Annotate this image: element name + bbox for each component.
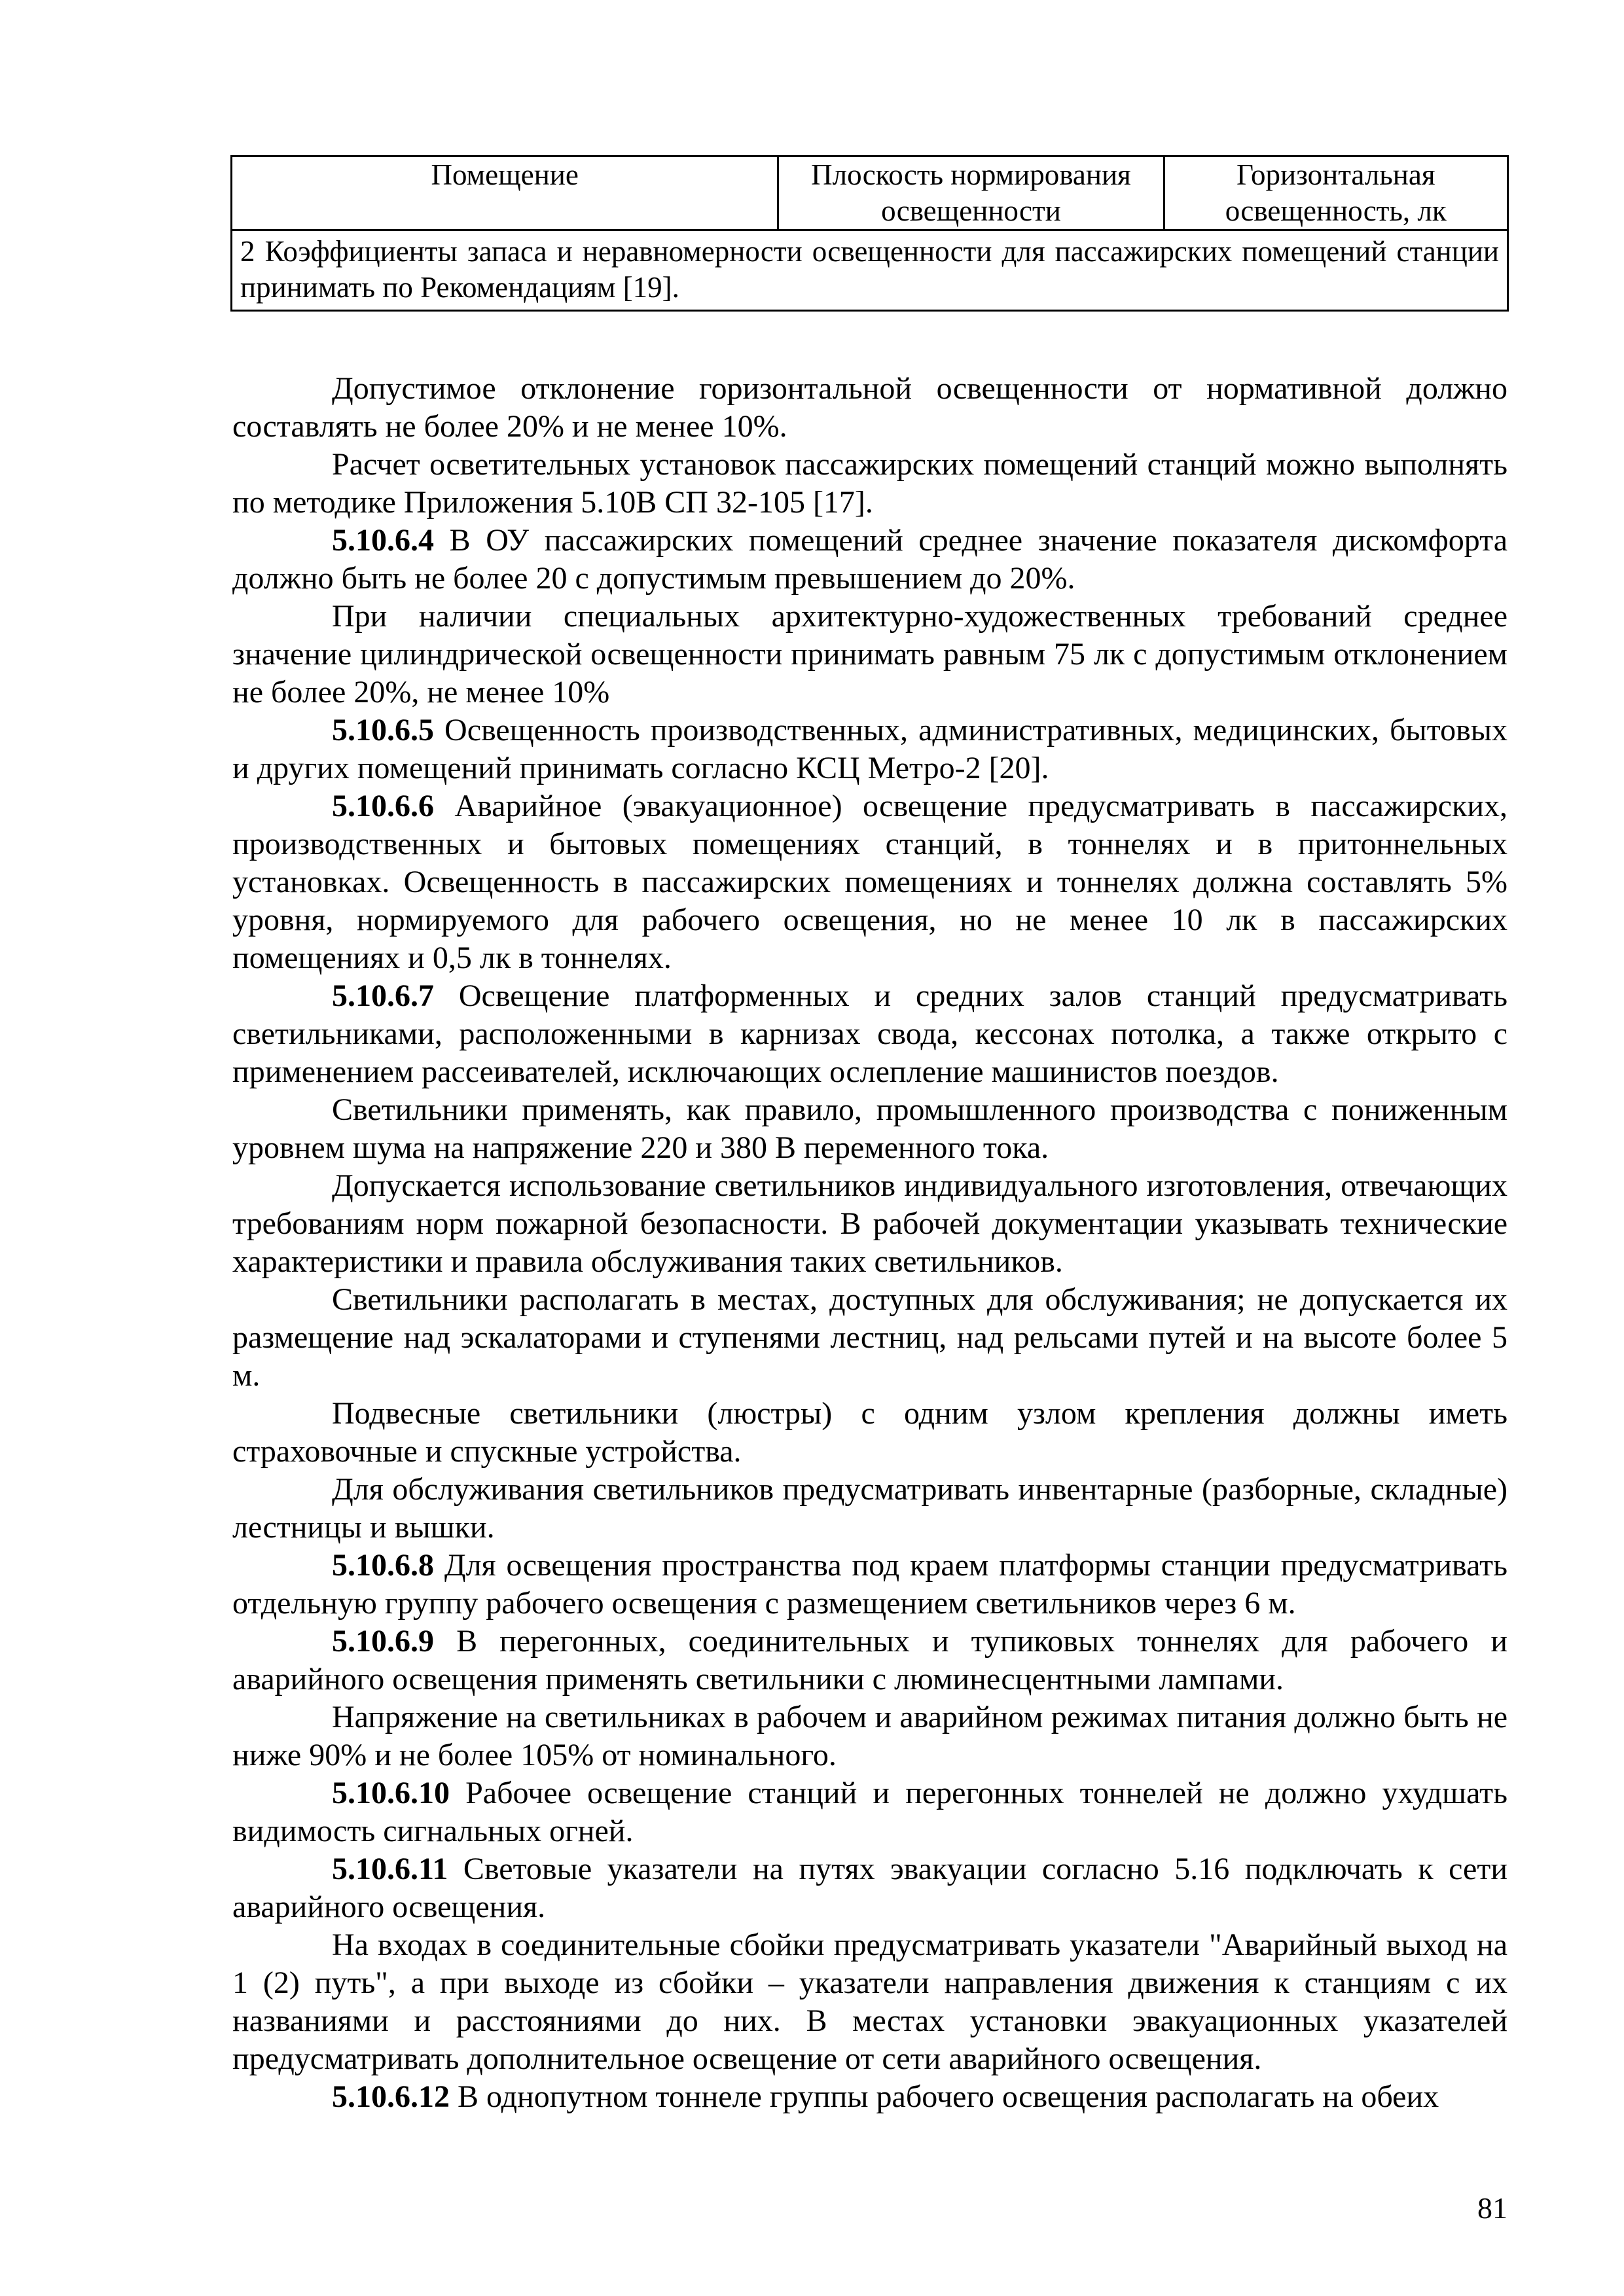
paragraph — [232, 598, 1507, 711]
paragraph — [232, 787, 1507, 977]
paragraph-text: Подвесные светильники (люстры) с одним узлом крепления должны иметь страховочные и спускные устройства. — [232, 1396, 1507, 1469]
table-header-row — [232, 156, 1508, 230]
paragraph — [232, 1850, 1507, 1926]
paragraph-text: Светильники применять, как правило, промышленного производства с пониженным уровнем шума на напряжение 220 и 380 В переменного тока. — [232, 1092, 1507, 1165]
clause-number: 5.10.6.6 — [332, 789, 434, 823]
paragraph — [232, 1395, 1507, 1471]
clause-number: 5.10.6.7 — [332, 978, 434, 1013]
table-note: 2 Коэффициенты запаса и неравномерности освещенности для пассажирских помещений станции принимать по Рекомендациям [19]. — [232, 230, 1508, 311]
paragraph — [232, 1091, 1507, 1167]
paragraph — [232, 446, 1507, 522]
paragraph — [232, 1774, 1507, 1850]
header-illuminance: Горизонтальная освещенность, лк — [1164, 156, 1507, 230]
paragraph — [232, 522, 1507, 598]
paragraph — [232, 1471, 1507, 1547]
table-note-row — [232, 230, 1508, 311]
paragraph — [232, 1281, 1507, 1395]
page-number: 81 — [1477, 2191, 1507, 2225]
paragraph-text: Для освещения пространства под краем платформы станции предусматривать отдельную группу рабочего освещения с размещением светильников через 6 м. — [232, 1548, 1507, 1621]
lighting-norms-table — [230, 155, 1509, 312]
clause-number: 5.10.6.10 — [332, 1776, 450, 1810]
paragraph-text: Световые указатели на путях эвакуации согласно 5.16 подключать к сети аварийного освещения. — [232, 1852, 1507, 1924]
paragraph-text: В перегонных, соединительных и тупиковых тоннелях для рабочего и аварийного освещения применять светильники с люминесцентными лампами. — [232, 1624, 1507, 1696]
paragraph-text: В ОУ пассажирских помещений среднее значение показателя дискомфорта должно быть не более 20 с допустимым превышением до 20%. — [232, 523, 1507, 596]
paragraph-text: Допускается использование светильников индивидуального изготовления, отвечающих требованиям норм пожарной безопасности. В рабочей документации указывать технические характеристики и правила обслуживания таких светильников. — [232, 1168, 1507, 1279]
paragraph-text: В однопутном тоннеле группы рабочего освещения располагать на обеих — [450, 2079, 1439, 2114]
paragraph — [232, 1547, 1507, 1623]
paragraph — [232, 711, 1507, 787]
paragraph — [232, 1698, 1507, 1774]
clause-number: 5.10.6.12 — [332, 2079, 450, 2114]
paragraph-text: Допустимое отклонение горизонтальной освещенности от нормативной должно составлять не более 20% и не менее 10%. — [232, 371, 1507, 444]
clause-number: 5.10.6.9 — [332, 1624, 434, 1659]
paragraph-text: Освещенность производственных, административных, медицинских, бытовых и других помещений принимать согласно КСЦ Метро-2 [20]. — [232, 713, 1507, 785]
paragraph — [232, 2078, 1507, 2116]
paragraph-text: На входах в соединительные сбойки предусматривать указатели "Аварийный выход на 1 (2) путь", а при выходе из сбойки – указатели направления движения к станциям с их названиями и расстояниями до них. В местах установки эвакуационных указателей предусматривать дополнительное освещение от сети аварийного освещения. — [232, 1928, 1507, 2076]
paragraph — [232, 1167, 1507, 1281]
paragraph-text: При наличии специальных архитектурно-художественных требований среднее значение цилиндрической освещенности принимать равным 75 лк с допустимым отклонением не более 20%, не менее 10% — [232, 599, 1507, 709]
clause-number: 5.10.6.11 — [332, 1852, 448, 1886]
paragraph-text: Аварийное (эвакуационное) освещение предусматривать в пассажирских, производственных и бытовых помещениях станций, в тоннелях и в притоннельных установках. Освещенность в пассажирских помещениях и тоннелях должна составлять 5% уровня, нормируемого для рабочего освещения, но не менее 10 лк в пассажирских помещениях и 0,5 лк в тоннелях. — [232, 789, 1507, 975]
paragraph — [232, 1623, 1507, 1698]
paragraph-text: Расчет осветительных установок пассажирских помещений станций можно выполнять по методике Приложения 5.10В СП 32-105 [17]. — [232, 447, 1507, 520]
clause-number: 5.10.6.5 — [332, 713, 434, 747]
paragraph-text: Напряжение на светильниках в рабочем и аварийном режимах питания должно быть не ниже 90% и не более 105% от номинального. — [232, 1700, 1507, 1772]
paragraph-text: Для обслуживания светильников предусматривать инвентарные (разборные, складные) лестницы и вышки. — [232, 1472, 1507, 1545]
clause-number: 5.10.6.4 — [332, 523, 434, 558]
document-body — [232, 370, 1507, 2116]
header-room: Помещение — [232, 156, 778, 230]
paragraph-text: Рабочее освещение станций и перегонных тоннелей не должно ухудшать видимость сигнальных огней. — [232, 1776, 1507, 1848]
paragraph-text: Светильники располагать в местах, доступных для обслуживания; не допускается их размещение над эскалаторами и ступенями лестниц, над рельсами путей и на высоте более 5 м. — [232, 1282, 1507, 1393]
paragraph — [232, 977, 1507, 1091]
clause-number: 5.10.6.8 — [332, 1548, 434, 1583]
paragraph — [232, 1926, 1507, 2078]
paragraph-text: Освещение платформенных и средних залов станций предусматривать светильниками, расположенными в карнизах свода, кессонах потолка, а также открыто с применением рассеивателей, исключающих ослепление машинистов поездов. — [232, 978, 1507, 1089]
paragraph — [232, 370, 1507, 446]
header-plane: Плоскость нормирования освещенности — [778, 156, 1164, 230]
